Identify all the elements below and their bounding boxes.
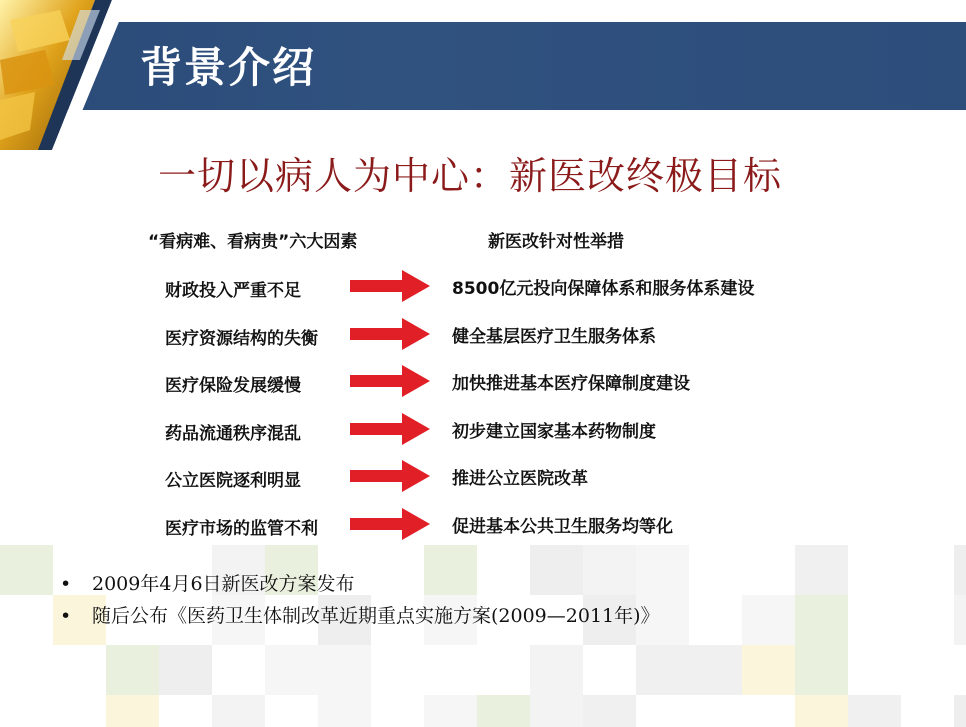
gold-bars-image xyxy=(0,0,150,150)
background-tile xyxy=(159,645,212,695)
table-row xyxy=(0,316,966,356)
background-tile xyxy=(0,545,53,595)
table-row xyxy=(0,411,966,451)
measure-text: 促进基本公共卫生服务均等化 xyxy=(452,516,673,537)
table-row xyxy=(0,458,966,498)
bullet-marker: • xyxy=(60,605,72,627)
cause-text: 公立医院逐利明显 xyxy=(165,471,301,491)
bullet-item xyxy=(60,568,660,600)
right-arrow-icon xyxy=(350,458,430,494)
background-tile xyxy=(477,695,530,727)
bullet-text: 2009年4月6日新医改方案发布 xyxy=(92,573,355,595)
right-arrow-icon xyxy=(350,316,430,352)
background-tile xyxy=(530,645,583,695)
bullet-item xyxy=(60,600,660,632)
table-row xyxy=(0,506,966,546)
headline: 一切以病人为中心：新医改终极目标 xyxy=(157,154,782,198)
left-column-header: “看病难、看病贵”六大因素 xyxy=(148,232,358,252)
background-tile xyxy=(530,695,583,727)
table-row xyxy=(0,268,966,308)
background-tile xyxy=(954,595,966,645)
background-tile xyxy=(318,695,371,727)
background-tile xyxy=(424,695,477,727)
right-column-header: 新医改针对性举措 xyxy=(488,232,624,252)
background-tile xyxy=(583,695,636,727)
cause-text: 医疗保险发展缓慢 xyxy=(165,376,301,396)
background-tile xyxy=(954,545,966,595)
bullet-list xyxy=(60,568,660,632)
right-arrow-icon xyxy=(350,268,430,304)
cause-text: 医疗市场的监管不利 xyxy=(165,518,318,539)
background-tile xyxy=(318,645,371,695)
background-tile xyxy=(848,695,901,727)
slide-title: 背景介绍 xyxy=(140,43,317,92)
cause-text: 财政投入严重不足 xyxy=(165,281,301,301)
background-tile xyxy=(212,695,265,727)
table-row xyxy=(0,363,966,403)
measure-text: 推进公立医院改革 xyxy=(452,469,588,489)
measure-text: 加快推进基本医疗保障制度建设 xyxy=(452,374,690,394)
right-arrow-icon xyxy=(350,411,430,447)
background-tile xyxy=(795,595,848,645)
measure-text: 健全基层医疗卫生服务体系 xyxy=(452,326,656,347)
background-tile xyxy=(636,645,689,695)
cause-text: 医疗资源结构的失衡 xyxy=(165,328,318,349)
bullet-marker: • xyxy=(60,573,72,595)
background-tile xyxy=(795,545,848,595)
background-tile xyxy=(742,645,795,695)
background-tile xyxy=(795,645,848,695)
background-tile xyxy=(742,595,795,645)
background-tile xyxy=(106,695,159,727)
background-tile xyxy=(265,645,318,695)
bullet-text: 随后公布《医药卫生体制改革近期重点实施方案(2009—2011年)》 xyxy=(92,605,660,627)
measure-text: 初步建立国家基本药物制度 xyxy=(452,421,656,442)
right-arrow-icon xyxy=(350,506,430,542)
background-tile xyxy=(106,645,159,695)
right-arrow-icon xyxy=(350,363,430,399)
cause-text: 药品流通秩序混乱 xyxy=(165,423,301,444)
measure-text: 8500亿元投向保障体系和服务体系建设 xyxy=(452,279,755,299)
background-tile xyxy=(795,695,848,727)
background-tile xyxy=(689,645,742,695)
background-tile xyxy=(954,695,966,727)
